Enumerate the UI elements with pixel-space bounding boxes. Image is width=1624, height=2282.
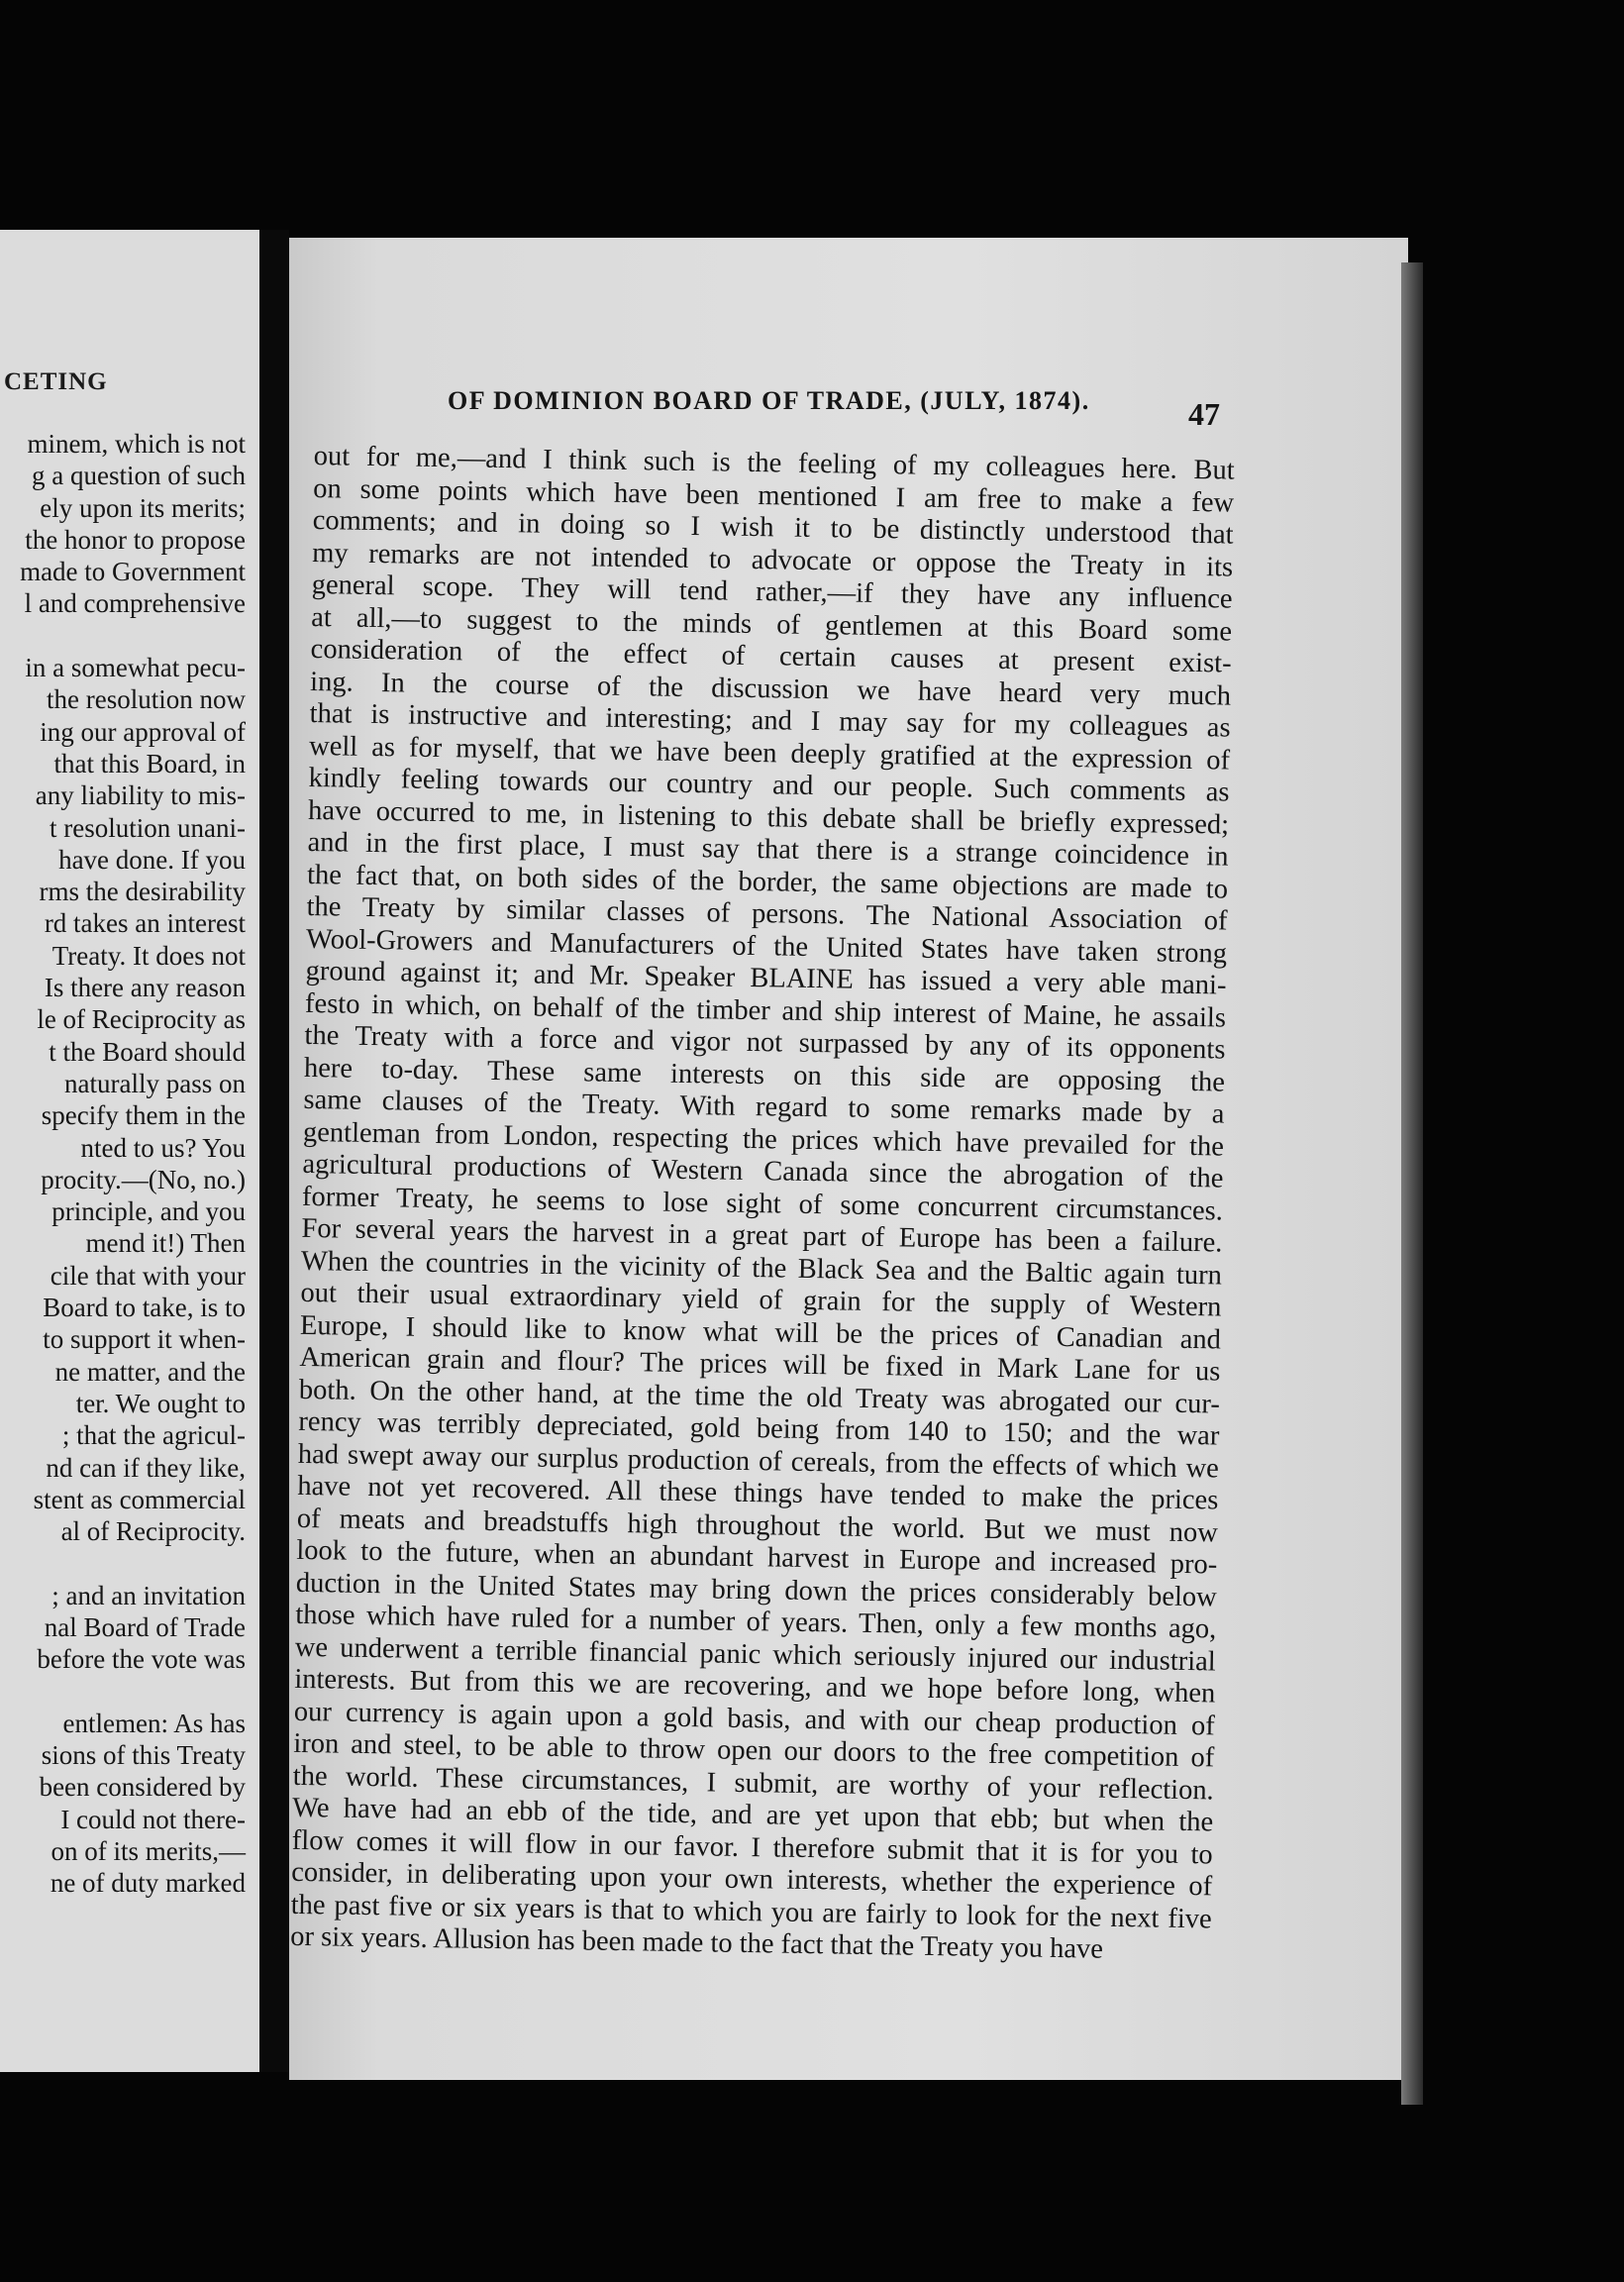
body-text — [290, 441, 1235, 1968]
text-line: consider, in deliberating upon your own interests, whether the experience of — [291, 1856, 1213, 1903]
text-line: t the Board should — [49, 1036, 246, 1067]
text-line: consideration of the effect of certain causes at present exist- — [310, 633, 1232, 679]
text-line: that is instructive and interesting; and I may say for my colleagues as — [309, 697, 1231, 744]
text-line: the resolution now — [47, 684, 246, 715]
text-line: or six years. Allusion has been made to the fact that the Treaty you have — [290, 1920, 1104, 1965]
text-line: mend it!) Then — [85, 1228, 246, 1259]
text-line: we underwent a terrible financial panic which seriously injured our industrial — [294, 1631, 1216, 1677]
text-line: g a question of such — [32, 461, 246, 491]
text-line: When the countries in the vicinity of the Black Sea and the Baltic again turn — [300, 1245, 1223, 1292]
text-line: on of its merits,— — [51, 1836, 246, 1867]
text-line: and in the first place, I must say that there is a strange coincidence in — [307, 826, 1229, 873]
text-line — [0, 1676, 246, 1708]
text-line: ing our approval of — [40, 716, 246, 747]
text-line: out for me,—and I think such is the feeling of my colleagues here. But — [313, 441, 1235, 486]
text-line: our currency is again upon a gold basis, and with our cheap production of — [293, 1696, 1215, 1741]
text-line: nd can if they like, — [46, 1452, 246, 1483]
text-line: cile that with your — [50, 1260, 246, 1291]
text-line: in a somewhat pecu- — [25, 653, 246, 683]
text-line: rms the desirability — [39, 877, 246, 907]
text-line: I could not there- — [60, 1804, 246, 1834]
text-line: flow comes it will flow in our favor. I therefore submit that it is for you to — [291, 1824, 1213, 1870]
left-page-header: CETING — [4, 368, 108, 395]
text-line: le of Reciprocity as — [37, 1004, 246, 1035]
text-line: the Treaty with a force and vigor not surpassed by any of its opponents — [304, 1019, 1226, 1066]
text-line — [0, 620, 246, 652]
text-line: specify them in the — [41, 1100, 246, 1131]
text-line: have occurred to me, in listening to this debate shall be briefly expressed; — [307, 794, 1230, 841]
text-line: Europe, I should like to know what will be the prices of Canadian and — [299, 1309, 1222, 1355]
text-line: the Treaty by similar classes of persons. The National Association of — [306, 890, 1228, 937]
book-spine — [259, 230, 289, 2072]
text-line: before the vote was — [37, 1644, 246, 1675]
text-line: my remarks are not intended to advocate or oppose the Treaty in its — [311, 537, 1234, 583]
text-line: ely upon its merits; — [40, 492, 246, 523]
text-line: here to-day. These same interests on this side are opposing the — [303, 1052, 1226, 1098]
text-line: of meats and breadstuffs high throughout the world. But we must now — [296, 1503, 1219, 1548]
text-line: ter. We ought to — [75, 1388, 246, 1418]
text-line: out their usual extraordinary yield of grain for the supply of Western — [300, 1277, 1222, 1323]
text-line: festo in which, on behalf of the timber and ship interest of Maine, he assails — [304, 987, 1227, 1034]
text-line: sions of this Treaty — [41, 1740, 246, 1771]
text-line: had swept away our surplus production of cereals, from the effects of which we — [297, 1438, 1220, 1484]
text-line: minem, which is not — [27, 429, 246, 459]
text-line: the honor to propose — [25, 524, 246, 555]
text-line: iron and steel, to be able to throw open our doors to the free competition of — [293, 1727, 1215, 1774]
text-line: the fact that, on both sides of the border, the same objections are made to — [306, 859, 1229, 905]
text-line: to support it when- — [43, 1324, 246, 1355]
left-page-text — [0, 428, 246, 1900]
text-line: interests. But from this we are recovering, and we hope before long, when — [294, 1663, 1216, 1710]
text-line: at all,—to suggest to the minds of gentlemen at this Board some — [310, 601, 1233, 648]
page-edge — [1401, 262, 1423, 2105]
text-line: ; that the agricul- — [61, 1420, 246, 1451]
text-line: rency was terribly depreciated, gold being from 140 to 150; and the war — [298, 1405, 1220, 1452]
text-line: stent as commercial — [33, 1484, 246, 1514]
text-line: Board to take, is to — [43, 1293, 246, 1323]
text-line: the world. These circumstances, I submit, are worthy of your reflection. — [292, 1760, 1214, 1806]
text-line: Treaty. It does not — [51, 940, 246, 971]
text-line: entlemen: As has — [62, 1708, 246, 1738]
running-head: OF DOMINION BOARD OF TRADE, (JULY, 1874). — [448, 386, 1090, 415]
text-line: comments; and in doing so I wish it to be distinctly understood that — [312, 504, 1234, 551]
text-line: duction in the United States may bring down the prices considerably below — [295, 1567, 1218, 1612]
text-line: the past five or six years is that to which you are fairly to look for the next five — [290, 1889, 1212, 1934]
text-line: We have had an ebb of the tide, and are yet upon that ebb; but when the — [292, 1792, 1214, 1838]
text-line: gentleman from London, respecting the prices which have prevailed for the — [302, 1116, 1225, 1163]
text-line: general scope. They will tend rather,—if they have any influence — [311, 569, 1233, 615]
text-line: have done. If you — [58, 844, 246, 875]
text-line: agricultural productions of Western Canada since the abrogation of the — [302, 1148, 1224, 1194]
text-line: naturally pass on — [64, 1068, 246, 1098]
text-line: made to Government — [20, 557, 246, 587]
text-line — [0, 1547, 246, 1579]
text-line: American grain and flour? The prices will be fixed in Mark Lane for us — [299, 1341, 1221, 1388]
text-line: principle, and you — [51, 1196, 246, 1227]
text-line: have not yet recovered. All these things have tended to make the prices — [297, 1470, 1219, 1516]
text-line: procity.—(No, no.) — [41, 1164, 246, 1194]
text-line: l and comprehensive — [24, 588, 246, 619]
text-line: ing. In the course of the discussion we have heard very much — [309, 666, 1232, 712]
text-line: Wool-Growers and Manufacturers of the United States have taken strong — [305, 923, 1228, 970]
text-line: both. On the other hand, at the time the old Treaty was abrogated our cur- — [298, 1374, 1221, 1419]
text-line: nted to us? You — [80, 1132, 246, 1163]
left-page-fragment — [0, 230, 259, 2072]
text-line: nal Board of Trade — [44, 1611, 246, 1642]
text-line: ground against it; and Mr. Speaker BLAINE has issued a very able mani- — [305, 955, 1227, 1001]
text-line: former Treaty, he seems to lose sight of some concurrent circumstances. — [301, 1181, 1224, 1227]
text-line: look to the future, when an abundant harvest in Europe and increased pro- — [296, 1534, 1218, 1581]
text-line: For several years the harvest in a great part of Europe has been a failure. — [301, 1212, 1223, 1259]
text-line: Is there any reason — [44, 973, 246, 1003]
text-line: those which have ruled for a number of years. Then, only a few months ago, — [295, 1599, 1217, 1645]
page-number: 47 — [1188, 396, 1220, 432]
text-line: that this Board, in — [53, 748, 246, 778]
main-page — [289, 238, 1408, 2080]
text-line: well as for myself, that we have been deeply gratified at the expression of — [308, 730, 1231, 777]
text-line: ; and an invitation — [51, 1580, 246, 1610]
text-line: kindly feeling towards our country and our people. Such comments as — [308, 762, 1230, 808]
text-line: same clauses of the Treaty. With regard to some remarks made by a — [303, 1084, 1225, 1130]
text-line: any liability to mis- — [35, 780, 246, 811]
text-line: been considered by — [39, 1772, 246, 1803]
text-line: ne matter, and the — [54, 1356, 246, 1387]
text-line: t resolution unani- — [50, 812, 246, 843]
text-line: al of Reciprocity. — [60, 1516, 246, 1547]
text-line: rd takes an interest — [44, 908, 246, 939]
text-line: on some points which have been mentioned I am free to make a few — [313, 472, 1235, 519]
text-line: ne of duty marked — [50, 1868, 246, 1899]
